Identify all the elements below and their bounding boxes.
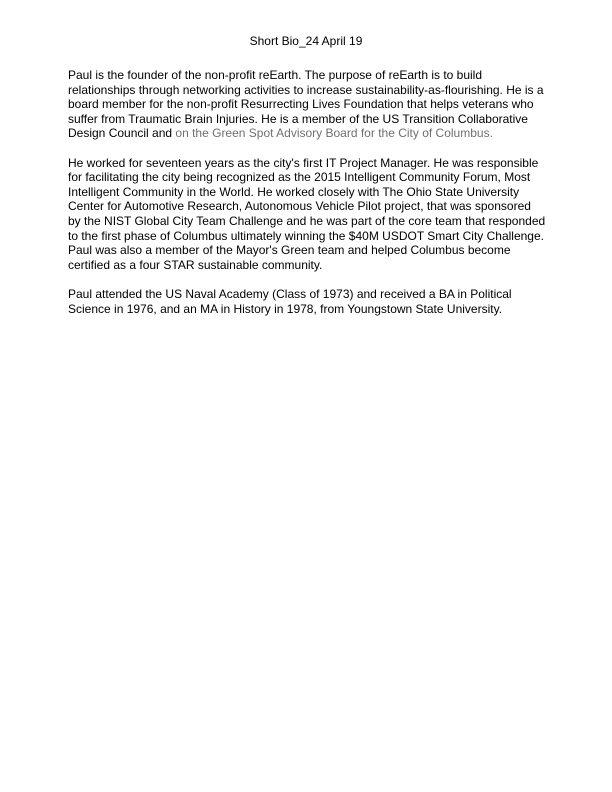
text-segment: Paul attended the US Naval Academy (Class of 1973) and received a BA in Political Science in 1976, and an MA in History in 1978, from Youngstown State University. xyxy=(68,286,512,316)
paragraph xyxy=(68,156,546,273)
text-segment: He worked for seventeen years as the city's first IT Project Manager. He was responsible for facilitating the city being recognized as the 2015 Intelligent Community Forum, Most Intelligent Community in the World. He worked closely with The Ohio State University Center for Automotive Research, Autonomous Vehicle Pilot project, that was sponsored by the NIST Global City Team Challenge and he was part of the core team that responded to the first phase of Columbus ultimately winning the $40M USDOT Smart City Challenge. Paul was also a member of the Mayor's Green team and helped Columbus become certified as a four STAR sustainable community. xyxy=(68,155,546,272)
text-segment: Paul is the founder of the non-profit reEarth. The purpose of reEarth is to build relationships through networking activities to increase sustainability-as-flourishing. He is a board member for the non-profit Resurrecting Lives Foundation that helps veterans who suffer from Traumatic Brain Injuries. He is a member of the US Transition Collaborative Design Council and xyxy=(68,68,544,141)
paragraph xyxy=(68,287,546,316)
document-title: Short Bio_24 April 19 xyxy=(249,34,363,48)
muted-text-segment: on the Green Spot Advisory Board for the City of Columbus. xyxy=(175,126,493,141)
paragraph xyxy=(68,68,546,141)
document-body xyxy=(68,68,546,331)
